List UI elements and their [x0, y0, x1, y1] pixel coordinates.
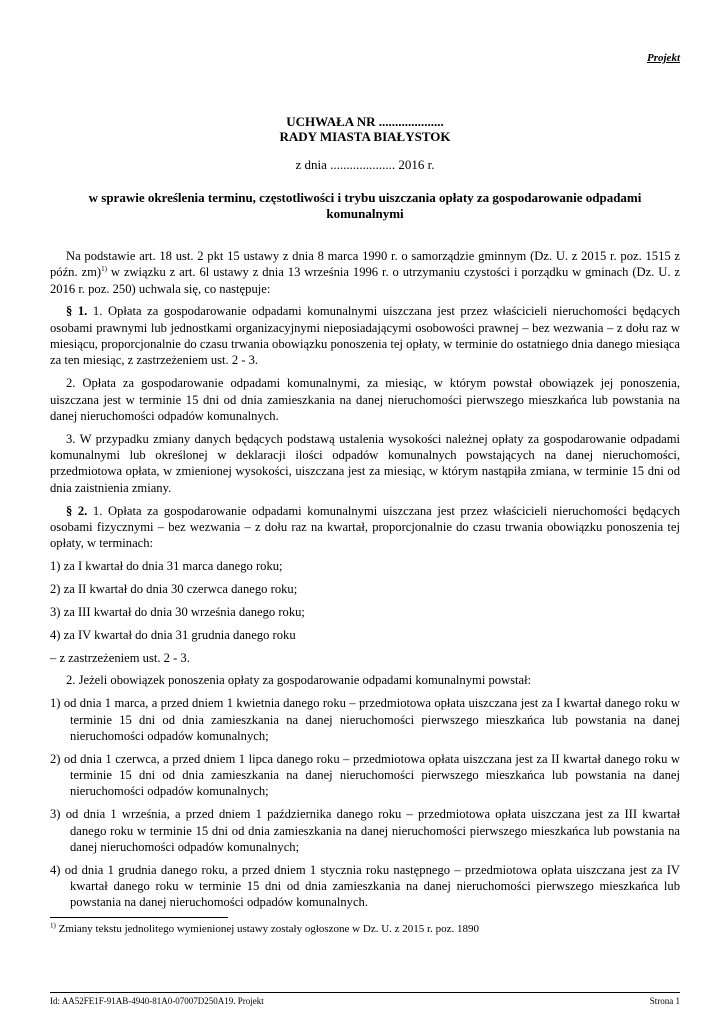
- preamble: Na podstawie art. 18 ust. 2 pkt 15 ustawy z dnia 8 marca 1990 r. o samorządzie gminnym (Dz. U. z 2015 r. poz. 1515 z późn. zm)$^{1)}$ w związku z art. 6l ustawy z dnia 13 września 1996 r. o utrzymaniu czystości i porządku w gminach (Dz. U. z 2016 r. poz. 250) uchwala się, co następuje:: [50, 249, 681, 296]
- title-line-1: UCHWAŁA NR ....................: [286, 114, 444, 129]
- title-line-2: RADY MIASTA BIAŁYSTOK: [279, 129, 451, 144]
- subject-line-2: komunalnymi: [326, 206, 404, 221]
- section-1-para-3: 3. W przypadku zmiany danych będących podstawą ustalenia wysokości należnej opłaty za gospodarowanie odpadami komunalnymi lub określonej w deklaracji ilości odpadów komunalnych powstających na danej nieruchomości, przedmiotowa opłata, w zmienionej wysokości, uiszczana jest za miesiąc, w którym nastąpiła zmiana, w terminie 15 dni od dnia zaistnienia zmiany.: [50, 431, 680, 495]
- page-footer: [50, 996, 680, 1006]
- list-item: 4) od dnia 1 grudnia danego roku, a przed dniem 1 stycznia roku następnego – przedmiotowa opłata uiszczana jest za IV kwartał danego roku w terminie 15 dni od dnia zamieszkania na danej nieruchomości pierwszego mieszkańca lub powstania na danej nieruchomości odpadów komunalnych.: [50, 862, 680, 910]
- section-1-para-1: § 1. 1. Opłata za gospodarowanie odpadami komunalnymi uiszczana jest przez właścicieli nieruchomości będących osobami prawnymi lub jednostkami organizacyjnymi nieposiadającymi osobowości prawnej – bez wezwania – z dołu raz w miesiącu, proporcjonalnie do czasu trwania obowiązku ponoszenia tej opłaty, w terminie do ostatniego dnia danego miesiąca za ten miesiąc, z zastrzeżeniem ust. 2 - 3.: [50, 304, 680, 368]
- list-item: 1) od dnia 1 marca, a przed dniem 1 kwietnia danego roku – przedmiotowa opłata uiszczana jest za I kwartał danego roku w terminie 15 dni od dnia zamieszkania na danej nieruchomości pierwszego mieszkańca lub powstania na danej nieruchomości odpadów komunalnych;: [50, 696, 680, 743]
- quarter-item: 1) za I kwartał do dnia 31 marca danego roku;: [50, 559, 283, 574]
- resolution-title: [50, 114, 680, 144]
- subject-line-1: w sprawie określenia terminu, częstotliwości i trybu uiszczania opłaty za gospodarowanie odpadami: [88, 190, 642, 205]
- quarter-item: 2) za II kwartał do dnia 30 czerwca danego roku;: [50, 581, 298, 596]
- document-id: Id: AA52FE1F-91AB-4940-81A0-07007D250A19. Projekt: [50, 996, 264, 1006]
- resolution-date: z dnia .................... 2016 r.: [295, 157, 435, 172]
- page-number: Strona 1: [649, 996, 680, 1006]
- reservation-note: – z zastrzeżeniem ust. 2 - 3.: [50, 650, 190, 665]
- section-2-mark: § 2.: [66, 503, 88, 518]
- footnote-mark: 1): [50, 921, 56, 930]
- footnote: $^{1)}$ Zmiany tekstu jednolitego wymienionej ustawy zostały ogłoszone w Dz. U. z 2015 r. poz. 1890: [50, 921, 479, 935]
- footer-divider: [50, 992, 680, 993]
- list-item: 3) od dnia 1 września, a przed dniem 1 października danego roku – przedmiotowa opłata uiszczana jest za III kwartał danego roku w terminie 15 dni od dnia zamieszkania na danej nieruchomości pierwszego mieszkańca lub powstania na danej nieruchomości odpadów komunalnych;: [50, 807, 680, 854]
- section-2-para-1: § 2. 1. Opłata za gospodarowanie odpadami komunalnymi uiszczana jest przez właścicieli nieruchomości będących osobami fizycznymi – bez wezwania – z dołu raz na kwartał, proporcjonalnie do czasu trwania obowiązku ponoszenia tej opłaty, w terminach:: [50, 503, 680, 551]
- document-body: [50, 248, 680, 917]
- projekt-label: Projekt: [647, 52, 680, 64]
- quarter-item: 4) za IV kwartał do dnia 31 grudnia danego roku: [50, 627, 296, 642]
- section-2-para-2: 2. Jeżeli obowiązek ponoszenia opłaty za gospodarowanie odpadami komunalnymi powstał:: [66, 673, 532, 688]
- footnote-divider: [50, 917, 228, 918]
- footnote-ref: 1): [101, 265, 107, 274]
- section-1-mark: § 1.: [66, 304, 88, 319]
- resolution-subject: [50, 190, 680, 222]
- quarter-item: 3) za III kwartał do dnia 30 września danego roku;: [50, 604, 305, 619]
- list-item: 2) od dnia 1 czerwca, a przed dniem 1 lipca danego roku – przedmiotowa opłata uiszczana jest za II kwartał danego roku w terminie 15 dni od dnia zamieszkania na danej nieruchomości pierwszego mieszkańca lub powstania na danej nieruchomości odpadów komunalnych;: [50, 751, 680, 799]
- section-1-para-2: 2. Opłata za gospodarowanie odpadami komunalnymi, za miesiąc, w którym powstał obowiązek jej ponoszenia, uiszczana jest w terminie 15 dni od dnia zamieszkania na danej nieruchomości pierwszego mieszkańca lub powstania na danej nieruchomości odpadów komunalnych.: [50, 376, 680, 423]
